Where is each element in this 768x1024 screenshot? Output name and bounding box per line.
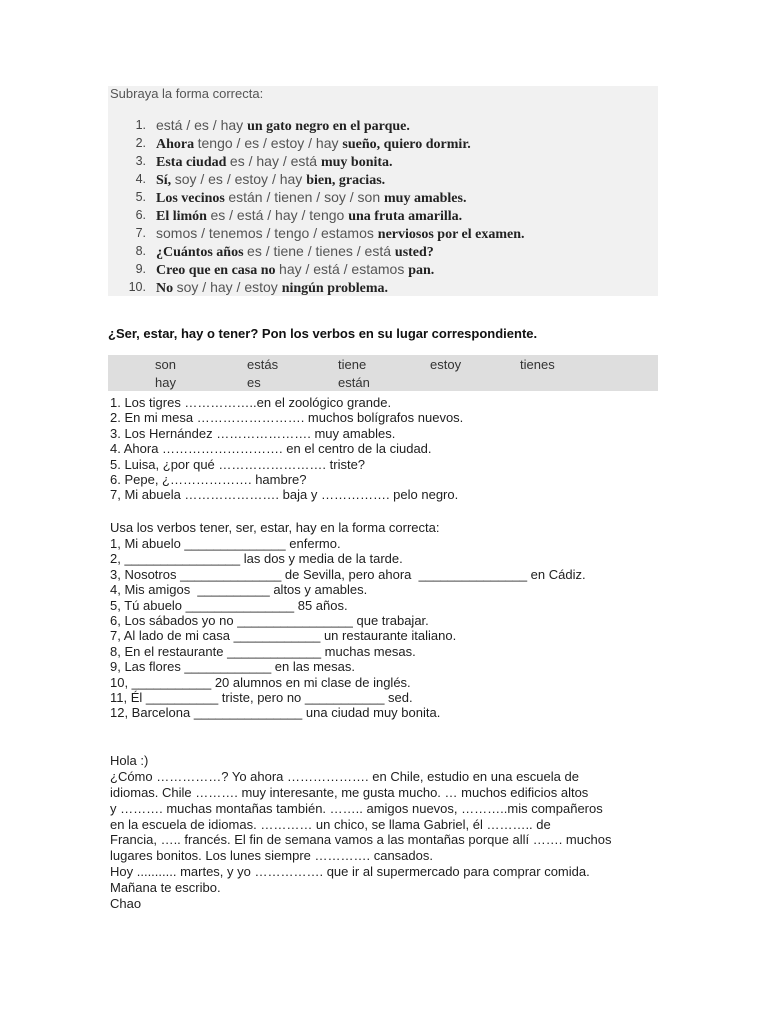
verb-bank-word: hay xyxy=(155,375,176,390)
verb-options: soy / es / estoy / hay xyxy=(174,171,307,187)
sentence-line: 8, En el restaurante _____________ muchas mesas. xyxy=(110,643,416,659)
item-number: 3. xyxy=(135,154,146,168)
verb-options: soy / hay / estoy xyxy=(176,279,282,295)
sentence-fragment: El limón xyxy=(156,209,211,224)
letter-line: y ………. muchas montañas también. …….. amigos nuevos, ………..mis compañeros xyxy=(110,800,603,816)
item-text xyxy=(156,116,410,136)
sentence-fragment: usted? xyxy=(394,245,434,260)
sentence-line: 7, Mi abuela …………………. baja y ……………. pelo negro. xyxy=(110,487,459,503)
verb-bank-word: tienes xyxy=(520,357,555,372)
item-text xyxy=(156,260,434,280)
verb-options: somos / tenemos / tengo / estamos xyxy=(156,225,378,241)
verb-bank-word: estoy xyxy=(430,357,462,372)
item-number: 5. xyxy=(135,190,146,204)
verb-bank-word: es xyxy=(247,375,261,390)
item-text xyxy=(156,188,466,208)
letter-line: Francia, ….. francés. El fin de semana vamos a las montañas porque allí ……. muchos xyxy=(110,832,612,848)
sentence-fragment: pan. xyxy=(408,263,435,278)
sentence-line: 10, ___________ 20 alumnos en mi clase de inglés. xyxy=(110,674,411,690)
sentence-fragment: No xyxy=(156,281,177,296)
exercise-1-item xyxy=(108,170,658,188)
sentence-fragment: un gato negro en el parque. xyxy=(247,119,410,134)
exercise-3-sentences xyxy=(110,536,586,721)
item-number: 6. xyxy=(135,208,146,222)
sentence-line: 12, Barcelona _______________ una ciudad muy bonita. xyxy=(110,705,441,721)
sentence-line: 1, Mi abuelo ______________ enfermo. xyxy=(110,536,341,551)
exercise-2-sentences xyxy=(110,395,463,503)
verb-bank-word: estás xyxy=(247,357,279,372)
exercise-2-title: ¿Ser, estar, hay o tener? Pon los verbos en su lugar correspondiente. xyxy=(108,326,538,341)
exercise-1-item xyxy=(108,134,658,152)
sentence-fragment: muy amables. xyxy=(384,191,467,206)
verb-options: es / está / hay / tengo xyxy=(210,207,349,223)
exercise-1-item xyxy=(108,224,658,242)
sentence-fragment: nerviosos por el examen. xyxy=(377,227,525,242)
letter-line: Hoy ........... martes, y yo ……………. que ir al supermercado para comprar comida. xyxy=(110,864,590,880)
sentence-line: 3, Nosotros ______________ de Sevilla, pero ahora _______________ en Cádiz. xyxy=(110,566,586,582)
sentence-line: 11, Él __________ triste, pero no ___________ sed. xyxy=(110,689,413,705)
item-number: 8. xyxy=(135,244,146,258)
item-text xyxy=(156,152,393,172)
verb-options: está / es / hay xyxy=(156,117,248,133)
exercise-1-title: Subraya la forma correcta: xyxy=(110,86,264,101)
sentence-fragment: muy bonita. xyxy=(320,155,393,170)
verb-options: hay / está / estamos xyxy=(279,261,409,277)
sentence-line: 3. Los Hernández …………………. muy amables. xyxy=(110,425,396,441)
item-number: 1. xyxy=(135,118,146,132)
sentence-fragment: Ahora xyxy=(156,137,198,152)
sentence-fragment: ¿Cuántos años xyxy=(156,245,248,260)
item-number: 9. xyxy=(135,262,146,276)
letter-line: ¿Cómo ……………? Yo ahora ………………. en Chile, estudio en una escuela de xyxy=(110,768,579,784)
letter-line: Hola :) xyxy=(110,753,149,768)
verb-options: es / hay / está xyxy=(229,153,321,169)
verb-options: es / tiene / tienes / está xyxy=(247,243,395,259)
sentence-fragment: bien, gracias. xyxy=(306,173,386,188)
exercise-1-item xyxy=(108,206,658,224)
letter-paragraph xyxy=(110,753,670,912)
sentence-line: 7, Al lado de mi casa ____________ un restaurante italiano. xyxy=(110,628,457,644)
exercise-1-item xyxy=(108,260,658,278)
sentence-fragment: Creo que en casa no xyxy=(156,263,280,278)
exercise-1-box xyxy=(108,86,658,296)
exercise-1-list xyxy=(108,116,658,296)
sentence-fragment: Sí, xyxy=(156,173,175,188)
verb-bank xyxy=(108,355,658,391)
sentence-line: 9, Las flores ____________ en las mesas. xyxy=(110,659,356,675)
sentence-line: 4, Mis amigos __________ altos y amables. xyxy=(110,582,368,598)
sentence-fragment: ningún problema. xyxy=(281,281,389,296)
letter-line: Chao xyxy=(110,896,142,912)
sentence-fragment: sueño, quiero dormir. xyxy=(342,137,471,152)
item-number: 10. xyxy=(128,280,146,294)
letter-line: idiomas. Chile ………. muy interesante, me gusta mucho. … muchos edificios altos xyxy=(110,784,589,800)
exercise-3-title: Usa los verbos tener, ser, estar, hay en la forma correcta: xyxy=(110,520,440,535)
sentence-line: 4. Ahora ………………………. en el centro de la ciudad. xyxy=(110,441,432,457)
exercise-1-item xyxy=(108,278,658,296)
sentence-line: 2. En mi mesa ……………………. muchos bolígrafos nuevos. xyxy=(110,410,464,426)
item-number: 2. xyxy=(135,136,146,150)
item-number: 4. xyxy=(135,172,146,186)
item-text xyxy=(156,224,525,244)
sentence-line: 6, Los sábados yo no ________________ que trabajar. xyxy=(110,612,429,628)
letter-line: en la escuela de idiomas. ………… un chico, se llama Gabriel, él ……….. de xyxy=(110,816,551,832)
item-text xyxy=(156,134,471,154)
sentence-line: 2, ________________ las dos y media de la tarde. xyxy=(110,551,403,567)
exercise-2-title-row xyxy=(108,326,668,341)
verb-bank-word: son xyxy=(155,357,176,372)
exercise-1-item xyxy=(108,152,658,170)
verb-bank-word: están xyxy=(338,375,370,390)
sentence-fragment: una fruta amarilla. xyxy=(348,209,463,224)
letter-line: Mañana te escribo. xyxy=(110,880,221,896)
sentence-line: 6. Pepe, ¿………………. hambre? xyxy=(110,471,307,487)
sentence-line: 1. Los tigres ……………..en el zoológico grande. xyxy=(110,395,392,410)
verb-bank-word: tiene xyxy=(338,357,367,372)
item-text xyxy=(156,278,388,298)
verb-options: están / tienen / soy / son xyxy=(228,189,384,205)
exercise-1-item xyxy=(108,116,658,134)
item-text xyxy=(156,242,434,262)
item-text xyxy=(156,170,385,190)
sentence-fragment: Los vecinos xyxy=(156,191,229,206)
letter-line: lugares bonitos. Los lunes siempre …………. cansados. xyxy=(110,848,433,864)
sentence-fragment: Esta ciudad xyxy=(156,155,230,170)
verb-options: tengo / es / estoy / hay xyxy=(197,135,343,151)
sentence-line: 5, Tú abuelo _______________ 85 años. xyxy=(110,597,348,613)
sentence-line: 5. Luisa, ¿por qué ……………………. triste? xyxy=(110,456,366,472)
exercise-1-item xyxy=(108,242,658,260)
exercise-1-item xyxy=(108,188,658,206)
item-text xyxy=(156,206,462,226)
item-number: 7. xyxy=(135,226,146,240)
